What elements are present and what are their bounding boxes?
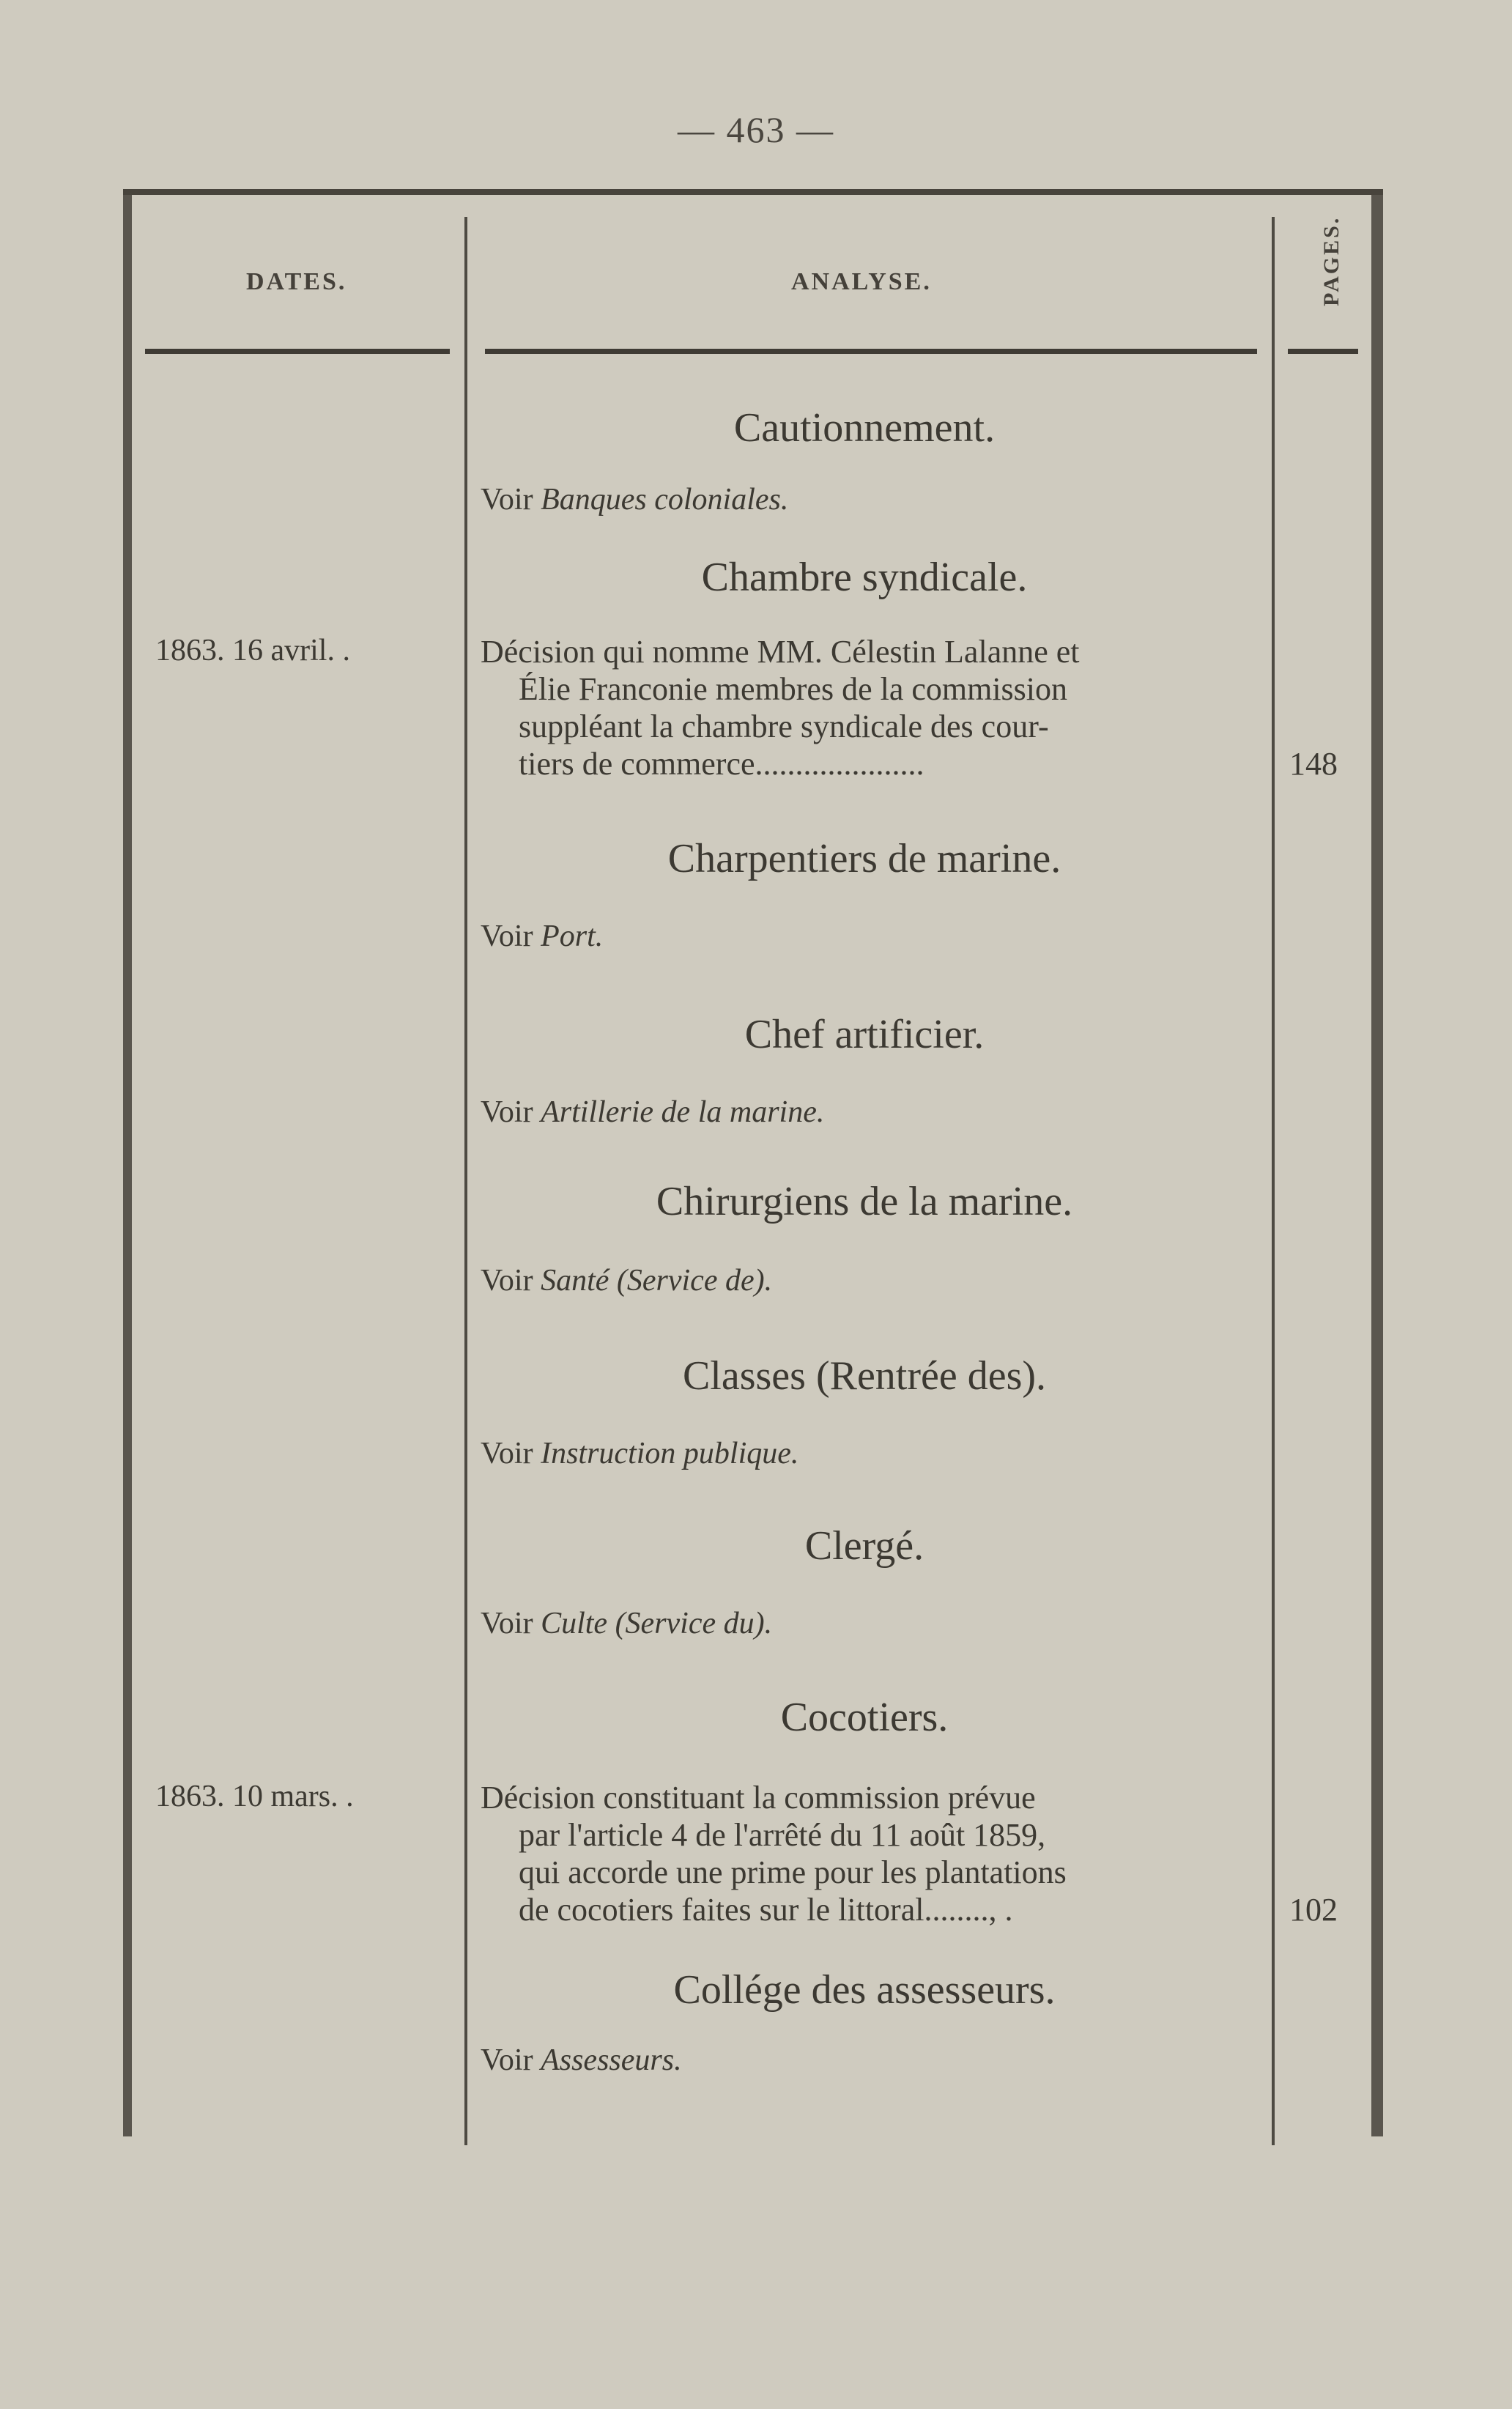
see-target: Culte (Service du).	[541, 1607, 773, 1640]
page-reference: 102	[1289, 1892, 1338, 1928]
see-target: Instruction publique.	[541, 1437, 799, 1470]
table-right-border	[1371, 195, 1383, 2136]
see-label: Voir	[481, 1095, 533, 1129]
entry-date: 1863. 16 avril. .	[155, 634, 350, 667]
entry-line: suppléant la chambre syndicale des cour-	[519, 708, 1049, 744]
entry-line: de cocotiers faites sur le littoral........, .	[519, 1892, 1013, 1928]
see-reference	[481, 1263, 772, 1298]
section-heading: Charpentiers de marine.	[667, 836, 1061, 881]
header-rule	[485, 349, 1257, 354]
entry-line: Élie Franconie membres de la commission	[519, 671, 1068, 707]
see-reference	[481, 1436, 798, 1471]
section-heading: Collége des assesseurs.	[673, 1967, 1056, 2013]
entry-line: Décision qui nomme MM. Célestin Lalanne et	[481, 634, 1080, 670]
section-heading: Clergé.	[804, 1523, 924, 1569]
column-divider-dates	[464, 217, 467, 2145]
page-reference: 148	[1289, 746, 1338, 782]
header-analyse: ANALYSE.	[791, 268, 932, 295]
see-label: Voir	[481, 2043, 533, 2077]
entry-text	[481, 633, 1266, 782]
section-heading: Cautionnement.	[733, 405, 996, 451]
section-heading: Cocotiers.	[780, 1695, 949, 1740]
see-label: Voir	[481, 1437, 533, 1470]
see-reference	[481, 1095, 824, 1130]
page-number: — 463 —	[678, 109, 834, 150]
see-target: Santé (Service de).	[541, 1264, 773, 1298]
header-rule	[145, 349, 450, 354]
section-heading: Chirurgiens de la marine.	[656, 1179, 1073, 1224]
see-label: Voir	[481, 1607, 533, 1640]
entry-line: Décision constituant la commission prévue	[481, 1780, 1036, 1816]
see-reference	[481, 1606, 772, 1641]
section-heading: Chef artificier.	[744, 1012, 985, 1057]
see-label: Voir	[481, 483, 533, 517]
see-reference	[481, 482, 788, 517]
see-target: Banques coloniales.	[541, 483, 789, 517]
see-reference	[481, 2043, 682, 2078]
header-pages: PAGES.	[1319, 215, 1344, 306]
entry-line: tiers de commerce.....................	[519, 746, 924, 782]
header-dates: DATES.	[246, 268, 347, 295]
see-target: Port.	[541, 919, 604, 953]
entry-date: 1863. 10 mars. .	[155, 1780, 354, 1813]
header-rule	[1288, 349, 1358, 354]
entry-line: par l'article 4 de l'arrêté du 11 août 1859,	[519, 1817, 1046, 1853]
section-heading: Chambre syndicale.	[701, 555, 1028, 600]
entry-text	[481, 1779, 1266, 1928]
table-left-border	[123, 195, 132, 2136]
see-reference	[481, 919, 603, 954]
see-label: Voir	[481, 919, 533, 953]
see-target: Artillerie de la marine.	[541, 1095, 825, 1129]
section-heading: Classes (Rentrée des).	[682, 1353, 1047, 1399]
see-target: Assesseurs.	[541, 2043, 682, 2077]
column-divider-pages	[1272, 217, 1275, 2145]
see-label: Voir	[481, 1264, 533, 1298]
entry-line: qui accorde une prime pour les plantations	[519, 1854, 1067, 1890]
